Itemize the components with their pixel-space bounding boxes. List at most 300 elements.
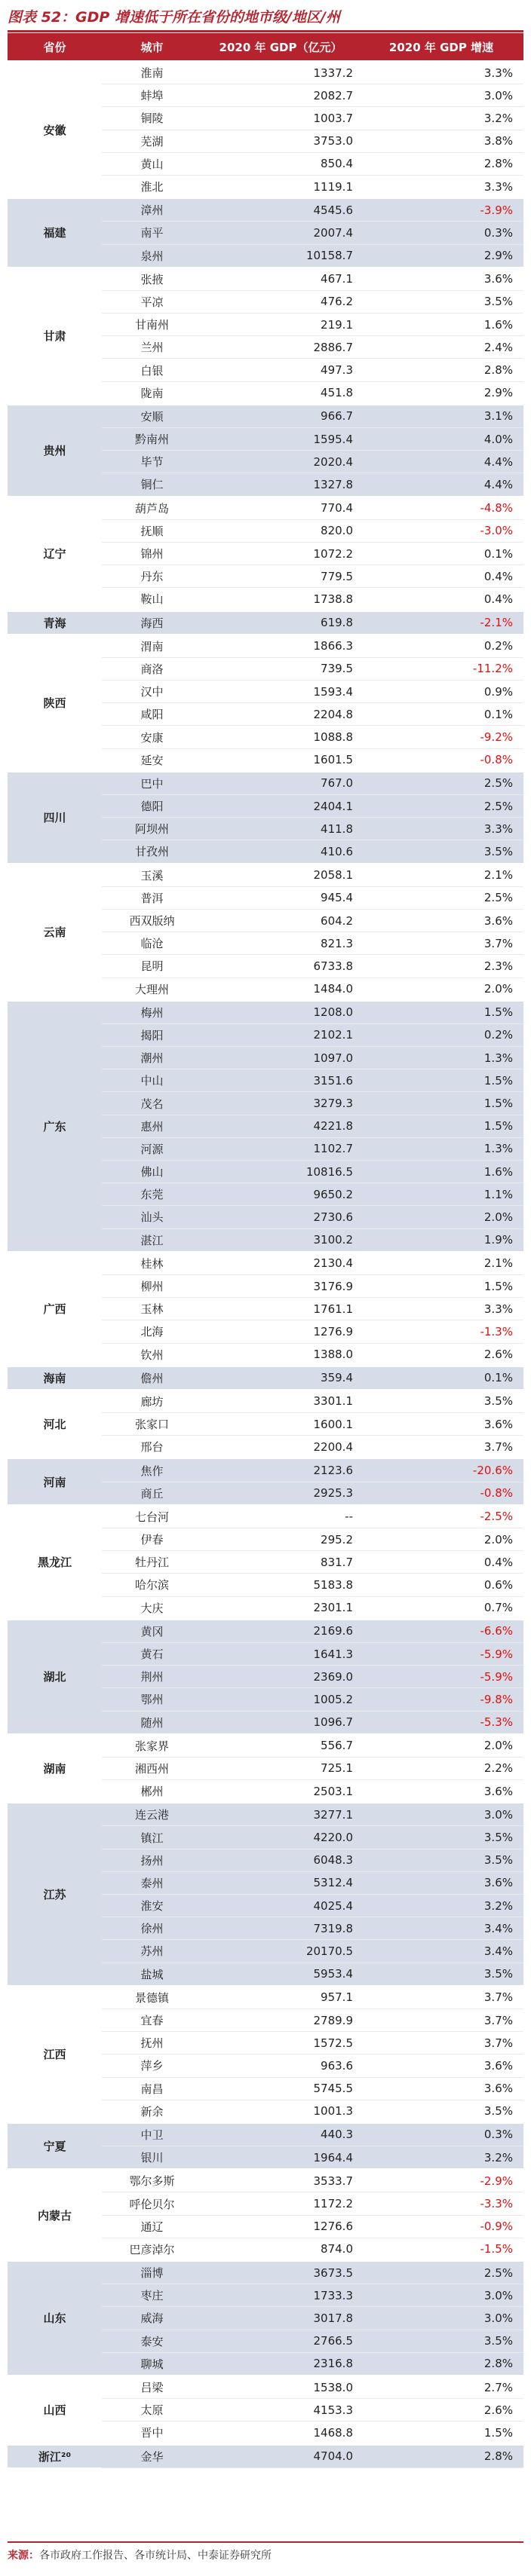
growth-cell: 2.5% [359, 2261, 523, 2284]
city-cell: 盐城 [102, 1963, 202, 1986]
gdp-cell: 1593.4 [202, 681, 359, 703]
growth-cell: -20.6% [359, 1458, 523, 1482]
growth-cell: 0.4% [359, 588, 523, 611]
growth-cell: -3.0% [359, 519, 523, 542]
city-cell: 北海 [102, 1320, 202, 1343]
gdp-cell: 945.4 [202, 886, 359, 909]
gdp-cell: 6733.8 [202, 955, 359, 977]
gdp-cell: 1072.2 [202, 542, 359, 564]
growth-cell: 3.8% [359, 130, 523, 152]
growth-cell: 2.0% [359, 977, 523, 1001]
gdp-cell: 1001.3 [202, 2100, 359, 2123]
gdp-cell: 821.3 [202, 932, 359, 955]
province-cell: 河北 [8, 1390, 102, 1459]
gdp-cell: 1738.8 [202, 588, 359, 611]
gdp-cell: 5183.8 [202, 1574, 359, 1596]
city-cell: 抚顺 [102, 519, 202, 542]
growth-cell: 2.0% [359, 1734, 523, 1758]
city-cell: 河源 [102, 1137, 202, 1160]
header-gdp: 2020 年 GDP（亿元） [202, 33, 359, 61]
city-cell: 海西 [102, 611, 202, 635]
growth-cell: 1.5% [359, 1069, 523, 1092]
growth-cell: 0.3% [359, 222, 523, 244]
table-row [8, 1390, 523, 1413]
gdp-cell: 831.7 [202, 1551, 359, 1574]
city-cell: 金华 [102, 2445, 202, 2468]
city-cell: 巴彦淖尔 [102, 2238, 202, 2261]
city-cell: 甘南州 [102, 314, 202, 336]
growth-cell: 3.5% [359, 1826, 523, 1849]
province-cell: 贵州 [8, 405, 102, 497]
growth-cell: -0.8% [359, 748, 523, 772]
growth-cell: 4.4% [359, 451, 523, 473]
gdp-cell: 1484.0 [202, 977, 359, 1001]
city-cell: 钦州 [102, 1343, 202, 1366]
gdp-cell: 2316.8 [202, 2352, 359, 2376]
growth-cell: 2.7% [359, 2376, 523, 2399]
growth-cell: 2.1% [359, 1252, 523, 1275]
gdp-cell: 1337.2 [202, 61, 359, 84]
table-row [8, 2123, 523, 2146]
city-cell: 临沧 [102, 932, 202, 955]
table-row [8, 405, 523, 428]
province-cell: 辽宁 [8, 497, 102, 611]
gdp-cell: 1641.3 [202, 1642, 359, 1665]
city-cell: 聊城 [102, 2352, 202, 2376]
growth-cell: 1.5% [359, 1092, 523, 1115]
growth-cell: 1.6% [359, 314, 523, 336]
province-cell: 山西 [8, 2376, 102, 2445]
growth-cell: 0.1% [359, 1366, 523, 1390]
growth-cell: 3.2% [359, 1895, 523, 1917]
table-row [8, 2261, 523, 2284]
gdp-cell: 4025.4 [202, 1895, 359, 1917]
city-cell: 吕梁 [102, 2376, 202, 2399]
growth-cell: 0.2% [359, 635, 523, 658]
city-cell: 张家界 [102, 1734, 202, 1758]
city-cell: 蚌埠 [102, 84, 202, 107]
growth-cell: 3.6% [359, 1780, 523, 1804]
city-cell: 萍乡 [102, 2054, 202, 2077]
table-row [8, 635, 523, 658]
city-cell: 淄博 [102, 2261, 202, 2284]
gdp-table [8, 33, 523, 2468]
city-cell: 通辽 [102, 2215, 202, 2238]
gdp-cell: 1005.2 [202, 1688, 359, 1711]
gdp-cell: 957.1 [202, 1986, 359, 2009]
city-cell: 苏州 [102, 1940, 202, 1963]
city-cell: 巴中 [102, 772, 202, 795]
province-cell: 江西 [8, 1986, 102, 2123]
gdp-cell: 963.6 [202, 2054, 359, 2077]
gdp-cell: 10816.5 [202, 1161, 359, 1183]
table-row [8, 1252, 523, 1275]
city-cell: 平凉 [102, 290, 202, 313]
city-cell: 荆州 [102, 1666, 202, 1688]
gdp-cell: 476.2 [202, 290, 359, 313]
growth-cell: 2.9% [359, 244, 523, 268]
growth-cell: 3.6% [359, 2054, 523, 2077]
gdp-cell: 1964.4 [202, 2146, 359, 2170]
province-cell: 内蒙古 [8, 2169, 102, 2261]
gdp-cell: 4545.6 [202, 198, 359, 222]
gdp-cell: 1733.3 [202, 2284, 359, 2307]
province-cell: 宁夏 [8, 2123, 102, 2169]
city-cell: 抚州 [102, 2032, 202, 2054]
growth-cell: 3.0% [359, 84, 523, 107]
city-cell: 阿坝州 [102, 818, 202, 840]
growth-cell: 3.6% [359, 909, 523, 932]
growth-cell: 3.7% [359, 932, 523, 955]
gdp-cell: 2766.5 [202, 2330, 359, 2352]
growth-cell: -9.2% [359, 726, 523, 748]
gdp-cell: 779.5 [202, 565, 359, 588]
growth-cell: -0.9% [359, 2215, 523, 2238]
gdp-cell: 219.1 [202, 314, 359, 336]
city-cell: 伊春 [102, 1528, 202, 1551]
province-cell: 江苏 [8, 1803, 102, 1986]
city-cell: 宜春 [102, 2008, 202, 2031]
gdp-cell: 3277.1 [202, 1803, 359, 1826]
gdp-cell: 295.2 [202, 1528, 359, 1551]
province-cell: 河南 [8, 1458, 102, 1504]
table-row [8, 864, 523, 887]
gdp-cell: 1538.0 [202, 2376, 359, 2399]
city-cell: 晋中 [102, 2422, 202, 2445]
table-row [8, 268, 523, 291]
growth-cell: 2.0% [359, 1206, 523, 1228]
growth-cell: -3.3% [359, 2192, 523, 2215]
gdp-cell: 2369.0 [202, 1666, 359, 1688]
city-cell: 大理州 [102, 977, 202, 1001]
city-cell: 葫芦岛 [102, 497, 202, 520]
gdp-cell: 2301.1 [202, 1596, 359, 1620]
gdp-cell: 9650.2 [202, 1183, 359, 1206]
city-cell: 呼伦贝尔 [102, 2192, 202, 2215]
gdp-cell: 1276.9 [202, 1320, 359, 1343]
table-row [8, 772, 523, 795]
gdp-cell: 467.1 [202, 268, 359, 291]
growth-cell: 0.7% [359, 1596, 523, 1620]
city-cell: 芜湖 [102, 130, 202, 152]
gdp-cell: 2789.9 [202, 2008, 359, 2031]
city-cell: 德阳 [102, 795, 202, 818]
gdp-cell: 1595.4 [202, 428, 359, 451]
gdp-cell: 1003.7 [202, 107, 359, 130]
gdp-cell: 410.6 [202, 840, 359, 864]
gdp-cell: 1388.0 [202, 1343, 359, 1366]
city-cell: 淮南 [102, 61, 202, 84]
table-row [8, 1803, 523, 1826]
province-cell: 山东 [8, 2261, 102, 2376]
source-text: 各市政府工作报告、各市统计局、中泰证券研究所 [39, 2550, 272, 2562]
growth-cell: -4.8% [359, 497, 523, 520]
table-row [8, 1620, 523, 1643]
gdp-cell: 3279.3 [202, 1092, 359, 1115]
table-row [8, 61, 523, 84]
gdp-cell: 3533.7 [202, 2169, 359, 2192]
gdp-cell: 20170.5 [202, 1940, 359, 1963]
province-cell: 四川 [8, 772, 102, 864]
city-cell: 毕节 [102, 451, 202, 473]
growth-cell: 3.3% [359, 175, 523, 198]
growth-cell: 3.3% [359, 818, 523, 840]
growth-cell: 2.2% [359, 1757, 523, 1779]
growth-cell: 0.3% [359, 2123, 523, 2146]
gdp-cell: 2102.1 [202, 1023, 359, 1046]
growth-cell: 3.6% [359, 2077, 523, 2100]
city-cell: 昆明 [102, 955, 202, 977]
table-header-row [8, 33, 523, 61]
gdp-cell: 440.3 [202, 2123, 359, 2146]
gdp-cell: 1327.8 [202, 473, 359, 497]
gdp-cell: 4221.8 [202, 1115, 359, 1137]
city-cell: 普洱 [102, 886, 202, 909]
gdp-cell: 3100.2 [202, 1228, 359, 1252]
growth-cell: 2.5% [359, 772, 523, 795]
city-cell: 牡丹江 [102, 1551, 202, 1574]
gdp-cell: 4704.0 [202, 2445, 359, 2468]
city-cell: 安顺 [102, 405, 202, 428]
city-cell: 桂林 [102, 1252, 202, 1275]
growth-cell: -2.1% [359, 611, 523, 635]
gdp-cell: 3673.5 [202, 2261, 359, 2284]
growth-cell: 3.5% [359, 840, 523, 864]
source-note [8, 2547, 272, 2562]
city-cell: 陇南 [102, 381, 202, 405]
gdp-cell: 1102.7 [202, 1137, 359, 1160]
growth-cell: 0.4% [359, 1551, 523, 1574]
city-cell: 泉州 [102, 244, 202, 268]
gdp-cell: 619.8 [202, 611, 359, 635]
growth-cell: -11.2% [359, 657, 523, 680]
gdp-cell: 2123.6 [202, 1458, 359, 1482]
gdp-cell: 4153.3 [202, 2399, 359, 2422]
gdp-cell: 3301.1 [202, 1390, 359, 1413]
table-row [8, 1986, 523, 2009]
city-cell: 茂名 [102, 1092, 202, 1115]
growth-cell: -5.3% [359, 1711, 523, 1734]
city-cell: 潮州 [102, 1047, 202, 1069]
city-cell: 商洛 [102, 657, 202, 680]
growth-cell: 3.6% [359, 268, 523, 291]
city-cell: 汉中 [102, 681, 202, 703]
table-row [8, 1505, 523, 1528]
growth-cell: 4.4% [359, 473, 523, 497]
gdp-cell: 1572.5 [202, 2032, 359, 2054]
growth-cell: 2.3% [359, 955, 523, 977]
city-cell: 景德镇 [102, 1986, 202, 2009]
gdp-cell: 1096.7 [202, 1711, 359, 1734]
growth-cell: 0.1% [359, 542, 523, 564]
city-cell: 咸阳 [102, 703, 202, 726]
gdp-cell: 2200.4 [202, 1436, 359, 1459]
city-cell: 柳州 [102, 1274, 202, 1297]
growth-cell: -5.9% [359, 1666, 523, 1688]
city-cell: 新余 [102, 2100, 202, 2123]
province-cell: 陕西 [8, 635, 102, 772]
province-cell: 青海 [8, 611, 102, 635]
city-cell: 大庆 [102, 1596, 202, 1620]
gdp-cell: 1097.0 [202, 1047, 359, 1069]
growth-cell: 3.5% [359, 290, 523, 313]
city-cell: 淮北 [102, 175, 202, 198]
city-cell: 惠州 [102, 1115, 202, 1137]
city-cell: 玉溪 [102, 864, 202, 887]
gdp-cell: 3151.6 [202, 1069, 359, 1092]
gdp-cell: 2130.4 [202, 1252, 359, 1275]
growth-cell: 0.9% [359, 681, 523, 703]
growth-cell: 2.9% [359, 381, 523, 405]
province-cell: 安徽 [8, 61, 102, 198]
city-cell: 太原 [102, 2399, 202, 2422]
growth-cell: -2.5% [359, 1505, 523, 1528]
table-row [8, 1458, 523, 1482]
gdp-cell: 5312.4 [202, 1871, 359, 1894]
growth-cell: 3.7% [359, 1436, 523, 1459]
province-cell: 甘肃 [8, 268, 102, 405]
city-cell: 佛山 [102, 1161, 202, 1183]
city-cell: 鄂尔多斯 [102, 2169, 202, 2192]
city-cell: 张掖 [102, 268, 202, 291]
growth-cell: 1.9% [359, 1228, 523, 1252]
gdp-cell: 820.0 [202, 519, 359, 542]
city-cell: 扬州 [102, 1849, 202, 1871]
growth-cell: 3.5% [359, 1963, 523, 1986]
gdp-cell: 411.8 [202, 818, 359, 840]
growth-cell: -3.9% [359, 198, 523, 222]
province-cell: 广西 [8, 1252, 102, 1366]
growth-cell: 3.7% [359, 2008, 523, 2031]
city-cell: 中山 [102, 1069, 202, 1092]
gdp-cell: 850.4 [202, 152, 359, 175]
growth-cell: -1.5% [359, 2238, 523, 2261]
gdp-cell: 1468.8 [202, 2422, 359, 2445]
growth-cell: 1.3% [359, 1137, 523, 1160]
growth-cell: 2.8% [359, 152, 523, 175]
city-cell: 丹东 [102, 565, 202, 588]
gdp-cell: 5953.4 [202, 1963, 359, 1986]
gdp-cell: 1088.8 [202, 726, 359, 748]
city-cell: 湘西州 [102, 1757, 202, 1779]
gdp-cell: 10158.7 [202, 244, 359, 268]
city-cell: 泰安 [102, 2330, 202, 2352]
city-cell: 七台河 [102, 1505, 202, 1528]
gdp-cell: 2925.3 [202, 1482, 359, 1505]
city-cell: 铜仁 [102, 473, 202, 497]
city-cell: 焦作 [102, 1458, 202, 1482]
city-cell: 汕头 [102, 1206, 202, 1228]
city-cell: 安康 [102, 726, 202, 748]
gdp-cell: 1276.6 [202, 2215, 359, 2238]
city-cell: 梅州 [102, 1001, 202, 1024]
growth-cell: 2.0% [359, 1528, 523, 1551]
growth-cell: 3.2% [359, 2146, 523, 2170]
gdp-cell: 966.7 [202, 405, 359, 428]
gdp-cell: 3176.9 [202, 1274, 359, 1297]
growth-cell: 3.4% [359, 1917, 523, 1940]
table-row [8, 2169, 523, 2192]
gdp-cell: 2169.6 [202, 1620, 359, 1643]
gdp-cell: 2082.7 [202, 84, 359, 107]
growth-cell: 3.6% [359, 1871, 523, 1894]
city-cell: 邢台 [102, 1436, 202, 1459]
growth-cell: 0.4% [359, 565, 523, 588]
growth-cell: 2.8% [359, 359, 523, 381]
city-cell: 铜陵 [102, 107, 202, 130]
growth-cell: -6.6% [359, 1620, 523, 1643]
gdp-cell: 739.5 [202, 657, 359, 680]
city-cell: 黄石 [102, 1642, 202, 1665]
gdp-cell: 2404.1 [202, 795, 359, 818]
gdp-cell: 1172.2 [202, 2192, 359, 2215]
city-cell: 甘孜州 [102, 840, 202, 864]
growth-cell: -1.3% [359, 1320, 523, 1343]
growth-cell: 3.7% [359, 2032, 523, 2054]
gdp-cell: 7319.8 [202, 1917, 359, 1940]
city-cell: 漳州 [102, 198, 202, 222]
gdp-cell: 359.4 [202, 1366, 359, 1390]
city-cell: 西双版纳 [102, 909, 202, 932]
city-cell: 淮安 [102, 1895, 202, 1917]
city-cell: 枣庄 [102, 2284, 202, 2307]
city-cell: 黄冈 [102, 1620, 202, 1643]
growth-cell: 1.1% [359, 1183, 523, 1206]
city-cell: 锦州 [102, 542, 202, 564]
growth-cell: 1.5% [359, 1115, 523, 1137]
gdp-cell: 4220.0 [202, 1826, 359, 1849]
growth-cell: 4.0% [359, 428, 523, 451]
gdp-cell: 2007.4 [202, 222, 359, 244]
table-row [8, 1734, 523, 1758]
province-cell: 浙江²⁰ [8, 2445, 102, 2468]
growth-cell: 3.1% [359, 405, 523, 428]
growth-cell: -0.8% [359, 1482, 523, 1505]
growth-cell: 0.6% [359, 1574, 523, 1596]
city-cell: 张家口 [102, 1413, 202, 1436]
gdp-cell: 1601.5 [202, 748, 359, 772]
gdp-cell: 2204.8 [202, 703, 359, 726]
table-row [8, 611, 523, 635]
city-cell: 南平 [102, 222, 202, 244]
growth-cell: 3.4% [359, 1940, 523, 1963]
growth-cell: -9.8% [359, 1688, 523, 1711]
gdp-cell: 3017.8 [202, 2307, 359, 2330]
growth-cell: 2.6% [359, 2399, 523, 2422]
province-cell: 黑龙江 [8, 1505, 102, 1620]
gdp-cell: 1866.3 [202, 635, 359, 658]
growth-cell: 3.3% [359, 61, 523, 84]
gdp-cell: -- [202, 1505, 359, 1528]
province-cell: 湖南 [8, 1734, 102, 1804]
gdp-cell: 767.0 [202, 772, 359, 795]
city-cell: 儋州 [102, 1366, 202, 1390]
growth-cell: 2.4% [359, 336, 523, 359]
gdp-cell: 1761.1 [202, 1298, 359, 1320]
city-cell: 商丘 [102, 1482, 202, 1505]
city-cell: 揭阳 [102, 1023, 202, 1046]
gdp-cell: 1600.1 [202, 1413, 359, 1436]
gdp-cell: 1119.1 [202, 175, 359, 198]
growth-cell: 3.5% [359, 1390, 523, 1413]
city-cell: 哈尔滨 [102, 1574, 202, 1596]
city-cell: 威海 [102, 2307, 202, 2330]
table-row [8, 198, 523, 222]
header-city: 城市 [102, 33, 202, 61]
city-cell: 随州 [102, 1711, 202, 1734]
growth-cell: 3.5% [359, 2330, 523, 2352]
city-cell: 中卫 [102, 2123, 202, 2146]
